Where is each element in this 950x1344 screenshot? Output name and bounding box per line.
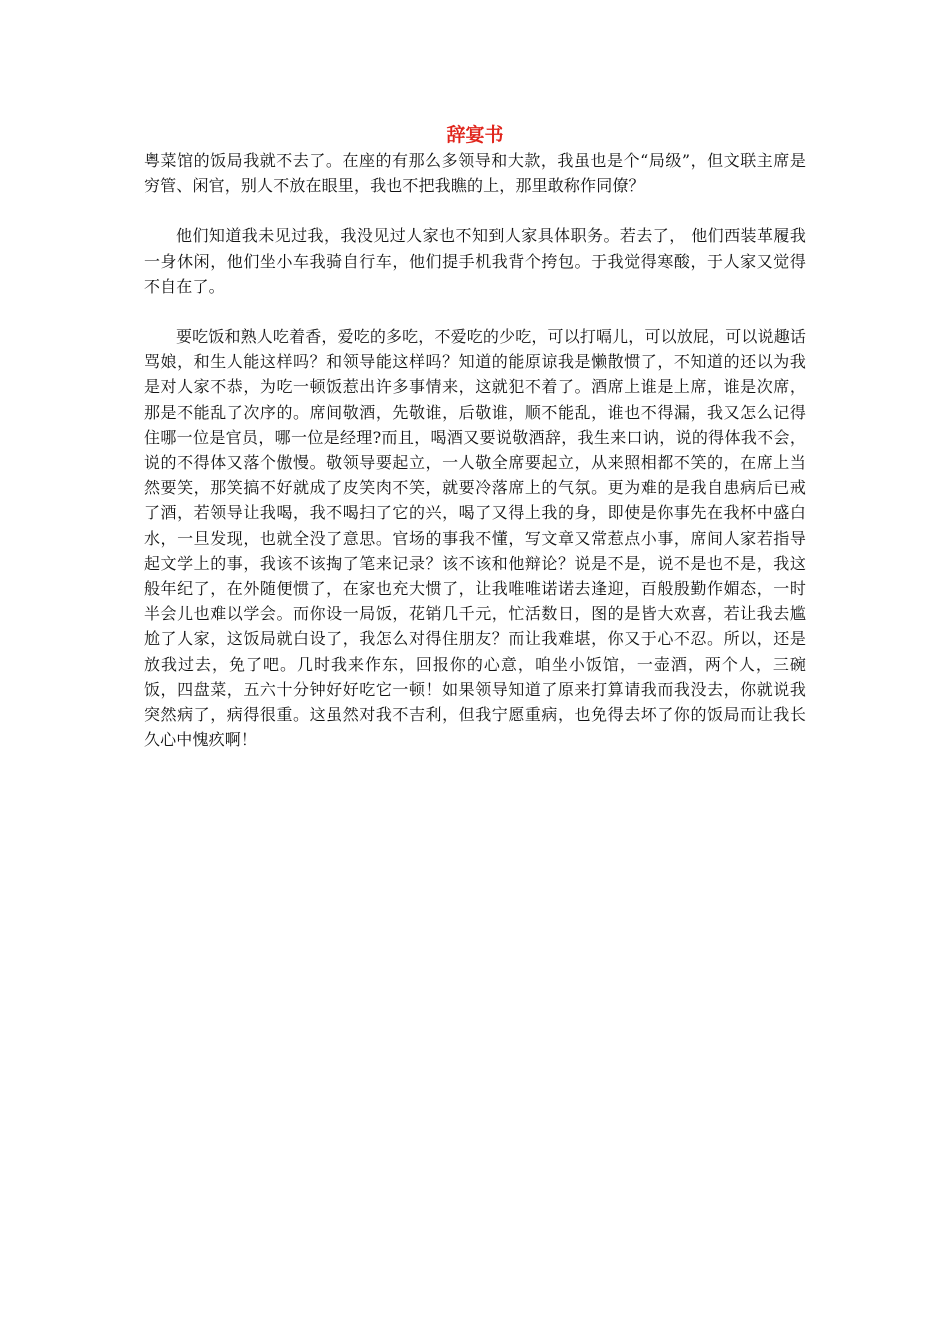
document-title: 辞宴书: [446, 124, 504, 146]
paragraph-3: 要吃饭和熟人吃着香，爱吃的多吃，不爱吃的少吃，可以打嗝儿，可以放屁，可以说趣话骂娘，和生人能这样吗？和领导能这样吗？知道的能原谅我是懒散惯了，不知道的还以为我是对人家不恭，为吃一顿饭惹出许多事情来，这就犯不着了。酒席上谁是上席，谁是次席，那是不能乱了次序的。席间敬酒，先敬谁，后敬谁，顺不能乱，谁也不得漏，我又怎么记得住哪一位是官员，哪一位是经理?而且，喝酒又要说敬酒辞，我生来口讷，说的得体我不会，说的不得体又落个傲慢。敬领导要起立，一人敬全席要起立，从来照相都不笑的，在席上当然要笑，那笑搞不好就成了皮笑肉不笑，就要冷落席上的气氛。更为难的是我自患病后已戒了酒，若领导让我喝，我不喝扫了它的兴，喝了又得上我的身，即使是你事先在我杯中盛白水，一旦发现，也就全没了意思。官场的事我不懂，写文章又常惹点小事，席间人家若指导起文学上的事，我该不该掏了笔来记录？该不该和他辩论？说是不是，说不是也不是，我这般年纪了，在外随便惯了，在家也充大惯了，让我唯唯诺诺去逢迎，百般殷勤作媚态，一时半会儿也难以学会。而你设一局饭，花销几千元，忙活数日，图的是皆大欢喜，若让我去尴尬了人家，这饭局就白设了，我怎么对得住朋友？而让我难堪，你又于心不忍。所以，还是放我过去，免了吧。几时我来作东，回报你的心意，咱坐小饭馆，一壶酒，两个人，三碗饭，四盘菜，五六十分钟好好吃它一顿！如果领导知道了原来打算请我而我没去，你就说我突然病了，病得很重。这虽然对我不吉利，但我宁愿重病，也免得去坏了你的饭局而让我长久心中愧疚啊！: [144, 327, 806, 750]
document-page: [144, 122, 806, 752]
paragraph-2: 他们知道我未见过我，我没见过人家也不知到人家具体职务。若去了， 他们西装革履我一身休闲，他们坐小车我骑自行车，他们提手机我背个挎包。于我觉得寒酸，于人家又觉得不自在了。: [144, 226, 806, 296]
paragraph-1: 粤菜馆的饭局我就不去了。在座的有那么多领导和大款，我虽也是个“局级”，但文联主席是穷管、闲官，别人不放在眼里，我也不把我瞧的上，那里敢称作同僚？: [144, 151, 806, 196]
paragraph-gap: [144, 299, 806, 324]
paragraph-gap: [144, 198, 806, 223]
